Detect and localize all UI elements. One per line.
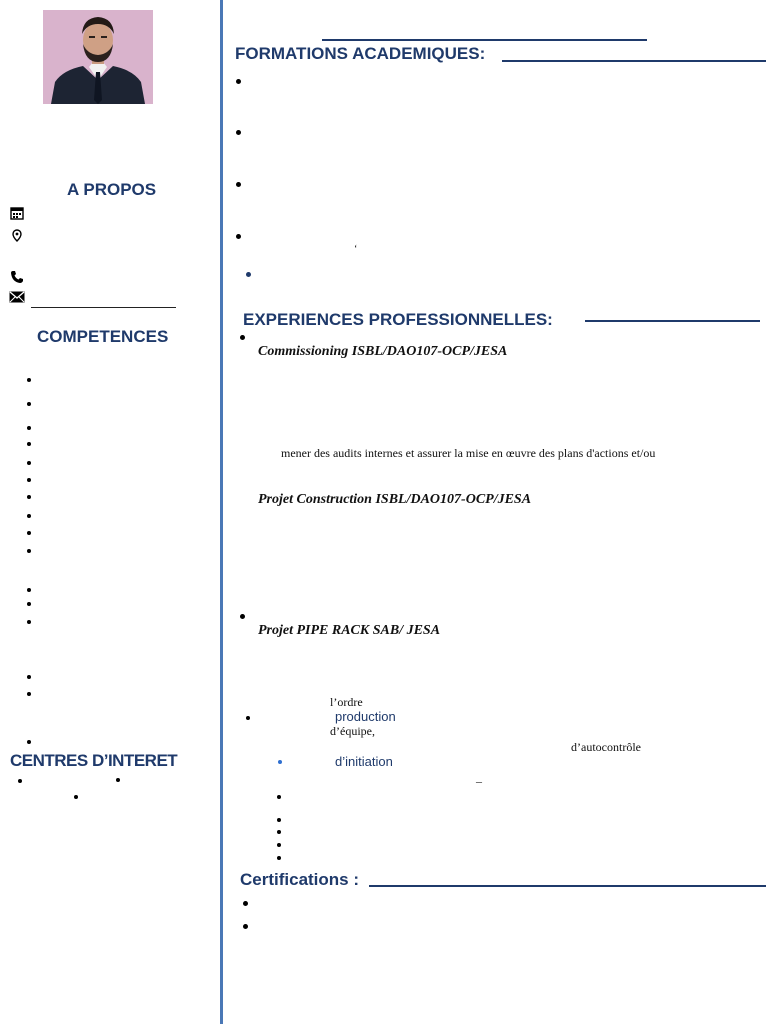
formation-bullet xyxy=(246,272,251,277)
skill-bullet xyxy=(27,478,31,482)
profile-photo xyxy=(43,10,153,104)
interest-bullet xyxy=(116,778,120,782)
stray-mark: ‘ xyxy=(354,244,358,255)
skill-bullet xyxy=(27,549,31,553)
skill-bullet xyxy=(27,740,31,744)
envelope-icon xyxy=(9,290,23,304)
fragment-dash: – xyxy=(476,774,482,788)
skill-bullet xyxy=(27,620,31,624)
fragment-equipe: d’équipe, xyxy=(330,724,375,738)
project-title-1: Commissioning ISBL/DAO107-OCP/JESA xyxy=(258,344,508,359)
skill-bullet xyxy=(27,588,31,592)
experiences-heading: EXPERIENCES PROFESSIONNELLES: xyxy=(243,310,553,329)
skill-bullet xyxy=(27,442,31,446)
certifications-rule xyxy=(369,885,766,887)
certification-bullet xyxy=(243,901,248,906)
column-divider xyxy=(220,0,223,1024)
calendar-icon xyxy=(10,206,24,220)
experience-bullet xyxy=(240,335,245,340)
formation-bullet xyxy=(236,130,241,135)
about-separator xyxy=(31,307,176,308)
certifications-heading: Certifications : xyxy=(240,870,360,889)
skill-bullet xyxy=(27,602,31,606)
formations-rule xyxy=(502,60,766,62)
skills-heading: COMPETENCES xyxy=(37,327,169,346)
skill-bullet xyxy=(27,461,31,465)
fragment-production: production xyxy=(335,709,396,724)
about-heading: A PROPOS xyxy=(67,180,157,199)
skill-bullet xyxy=(27,692,31,696)
phone-icon xyxy=(10,270,24,284)
skill-bullet xyxy=(27,514,31,518)
task-bullet xyxy=(277,830,281,834)
experience-bullet xyxy=(240,614,245,619)
interest-bullet xyxy=(18,779,22,783)
task-bullet xyxy=(277,818,281,822)
skill-bullet xyxy=(27,531,31,535)
project-title-2: Projet Construction ISBL/DAO107-OCP/JESA xyxy=(258,492,532,507)
skill-bullet xyxy=(27,675,31,679)
location-pin-icon xyxy=(11,229,25,243)
task-bullet xyxy=(277,856,281,860)
audit-text: mener des audits internes et assurer la mise en œuvre des plans d'actions et/ou xyxy=(281,446,656,460)
fragment-autocontrole: d’autocontrôle xyxy=(571,740,641,754)
task-bullet xyxy=(277,843,281,847)
fragment-initiation: d’initiation xyxy=(335,754,393,769)
formation-bullet xyxy=(236,79,241,84)
formation-bullet xyxy=(236,234,241,239)
task-bullet xyxy=(277,795,281,799)
skill-bullet xyxy=(27,378,31,382)
experiences-rule xyxy=(585,320,760,322)
formation-bullet xyxy=(236,182,241,187)
interests-heading: CENTRES D’INTERET xyxy=(10,751,178,770)
top-rule xyxy=(322,39,647,41)
task-bullet xyxy=(246,716,250,720)
formations-heading: FORMATIONS ACADEMIQUES: xyxy=(235,44,486,63)
skill-bullet xyxy=(27,426,31,430)
project-title-3: Projet PIPE RACK SAB/ JESA xyxy=(258,623,441,638)
certification-bullet xyxy=(243,924,248,929)
fragment-ordre: l’ordre xyxy=(330,695,363,709)
skill-bullet xyxy=(27,402,31,406)
interest-bullet xyxy=(74,795,78,799)
task-bullet xyxy=(278,760,282,764)
skill-bullet xyxy=(27,495,31,499)
